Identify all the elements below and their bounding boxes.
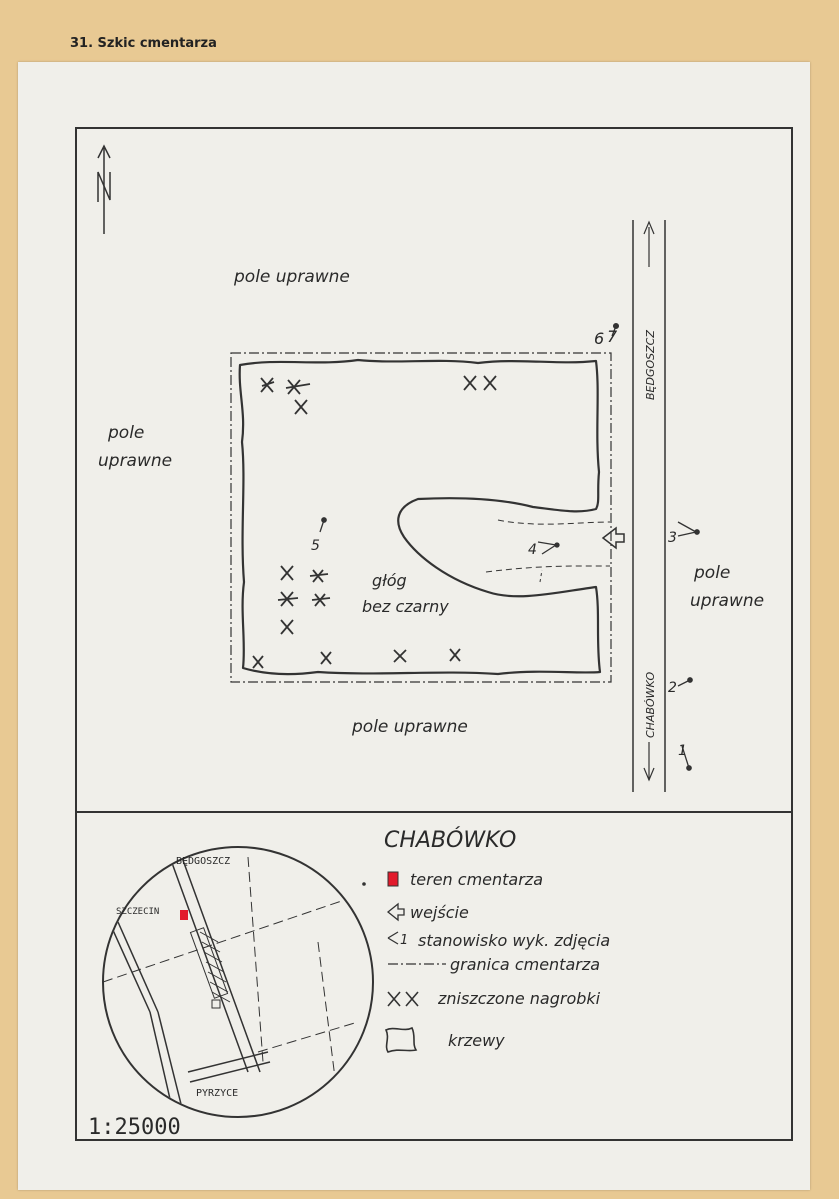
field-label-left-line2: uprawne	[98, 451, 173, 471]
entrance-path-upper	[498, 520, 610, 524]
shrubs-outline	[240, 360, 600, 674]
photo-point-label-6: 6	[594, 329, 605, 348]
paper-sheet	[18, 62, 810, 1190]
header-title: 31. Szkic cmentarza	[70, 36, 217, 51]
inset-label-pyrzyce: PYRZYCE	[196, 1088, 239, 1099]
legend-title: CHABÓWKO	[384, 828, 517, 853]
inset-cemetery-marker	[180, 910, 188, 920]
road-label-chabowko: CHABÓWKO	[644, 671, 657, 738]
legend-item-shrubs: krzewy	[448, 1031, 505, 1050]
tombstone-icon	[281, 620, 293, 634]
road-label-bedgoszcz: BĘDGOSZCZ	[644, 330, 657, 400]
legend-item-boundary: granica cmentarza	[450, 955, 601, 974]
tombstone-icon	[394, 650, 406, 662]
map-scale: 1:25000	[88, 1115, 181, 1140]
tombstone-icon	[310, 570, 328, 582]
legend-item-tombstones: zniszczone nagrobki	[438, 989, 601, 1008]
photo-point-label-1: 1	[678, 743, 687, 759]
photo-point-5	[320, 518, 326, 532]
photo-point-label-2: 2	[668, 680, 677, 696]
legend-photo-point-icon	[388, 932, 398, 944]
entrance-path-lower	[486, 566, 610, 572]
tree-label-line1: głóg	[372, 571, 407, 590]
tombstone-icon	[281, 566, 293, 580]
legend-entrance-icon	[388, 904, 404, 920]
legend-item-entrance: wejście	[410, 903, 469, 922]
field-label-right-line2: uprawne	[690, 591, 765, 611]
page-header	[70, 36, 217, 51]
tombstone-icon	[312, 594, 330, 606]
inset-map	[103, 847, 373, 1117]
field-label-top: pole uprawne	[234, 267, 350, 287]
svg-text:1: 1	[400, 933, 409, 948]
north-arrow-icon	[98, 146, 110, 234]
legend-item-photo-point: stanowisko wyk. zdjęcia	[418, 931, 611, 950]
tombstone-icon	[450, 649, 460, 661]
photo-point-3	[678, 522, 699, 536]
photo-point-4	[538, 542, 559, 554]
sketch-map	[18, 62, 810, 1190]
tree-label-line2: bez czarny	[362, 597, 449, 616]
field-label-left-line1: pole	[108, 423, 145, 443]
photo-point-2	[678, 678, 692, 686]
tombstone-icon	[253, 656, 263, 668]
tombstone-icon	[295, 400, 307, 414]
destroyed-tombstones	[253, 376, 496, 668]
photo-point-label-3: 3	[668, 530, 677, 546]
legend-shrub-icon	[386, 1028, 416, 1052]
legend-item-cemetery: teren cmentarza	[410, 870, 543, 889]
cemetery-boundary	[231, 353, 611, 682]
legend-tombstone-icon	[388, 992, 418, 1006]
legend-swatch-cemetery	[388, 872, 398, 886]
tombstone-icon	[286, 380, 310, 394]
field-label-bottom: pole uprawne	[352, 717, 468, 737]
map-frame	[76, 128, 792, 1140]
photo-points	[320, 324, 699, 771]
photo-point-label-7: 7	[607, 327, 618, 346]
inset-label-szczecin: SZCZECIN	[116, 907, 160, 917]
inset-label-bedgoszcz: BĘDGOSZCZ	[176, 856, 231, 867]
tombstone-icon	[484, 376, 496, 390]
tombstone-icon	[321, 652, 331, 664]
entrance-arrow-icon	[603, 528, 624, 548]
tombstone-icon	[278, 592, 298, 606]
photo-point-label-4: 4	[528, 542, 537, 558]
photo-point-label-5: 5	[311, 538, 320, 554]
tombstone-icon	[464, 376, 476, 390]
field-label-right-line1: pole	[694, 563, 731, 583]
tombstone-icon	[261, 378, 274, 392]
